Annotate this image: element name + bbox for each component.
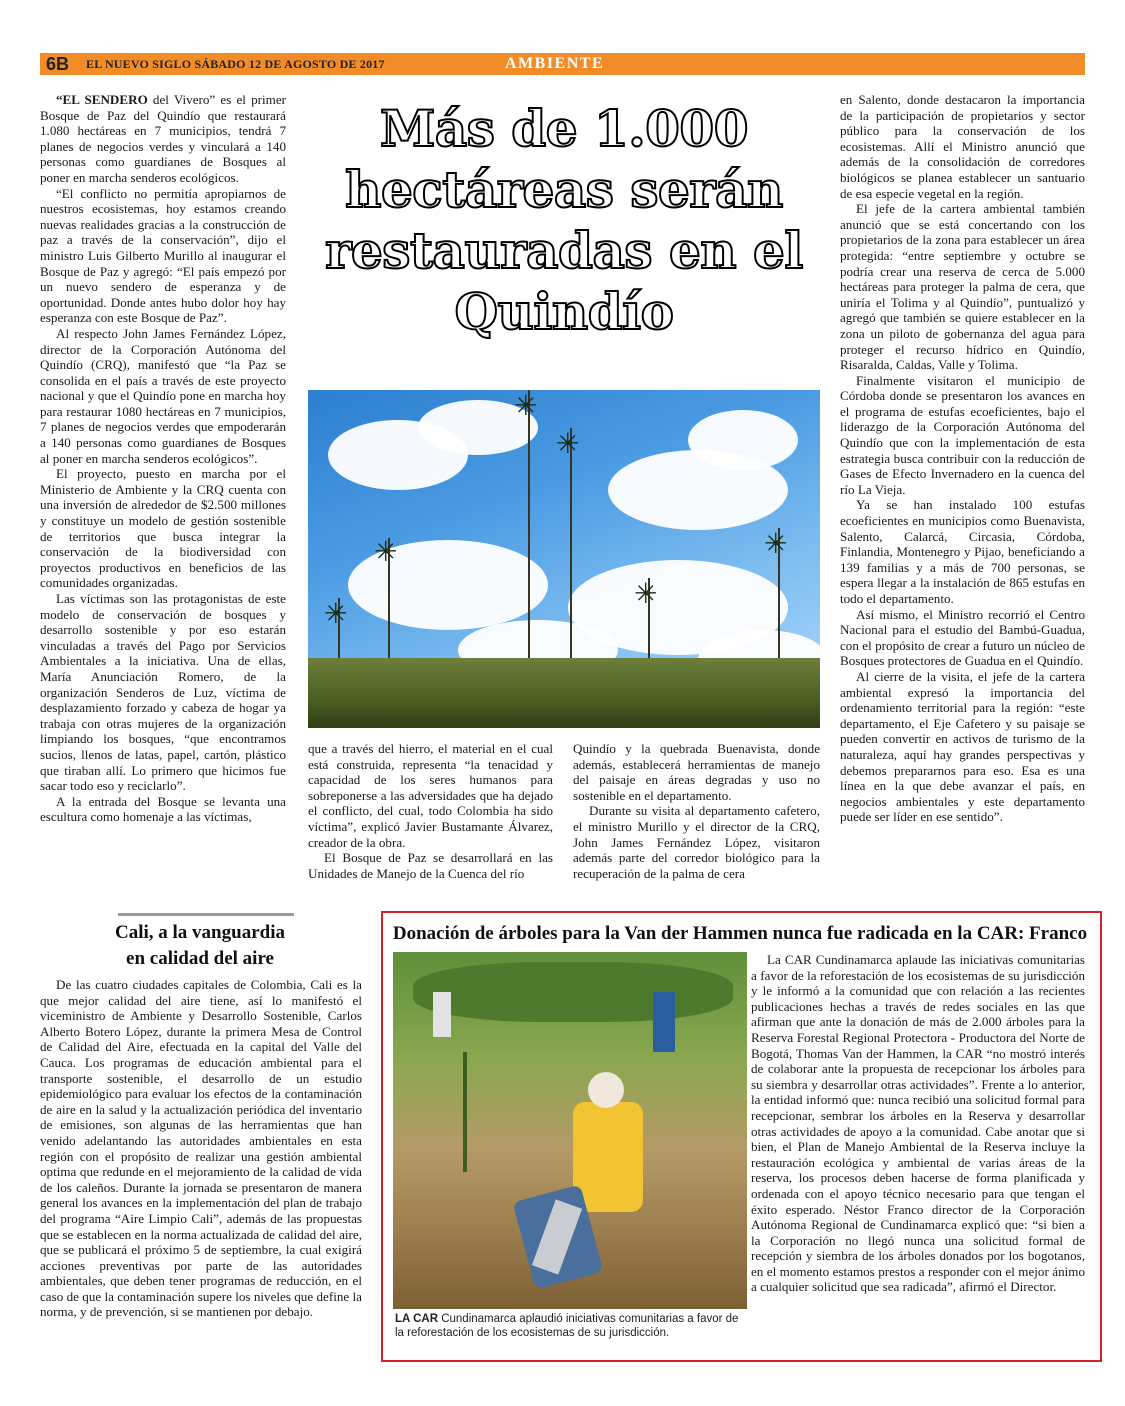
paragraph: El jefe de la cartera ambiental también anunció que se está concertando con los propietarios de la zona para establecer un área protegida: “entre septiembre y octubre se podría crear una reserva de cerca de 5.000 hectáreas para proteger la palma de cera, que uniría el Tolima y al Quindío”, puntualizó y agregó que también se quiere establecer en la zona un piloto de gobernanza del agua para proteger el recurso hídrico en Quindío, Risaralda, Caldas, Valle y Tolima. — [840, 201, 1085, 373]
paragraph: El Bosque de Paz se desarrollará en las Unidades de Manejo de la Cuenca del río — [308, 850, 553, 881]
photo-caption — [395, 1312, 745, 1340]
car-story-title: Donación de árboles para la Van der Hammen nunca fue radicada en la CAR: Franco — [392, 923, 1088, 944]
paragraph: que a través del hierro, el material en el cual está construida, representa “la tenacidad y capacidad de los seres humanos para sobreponerse a las adversidades que ha dejado el conflicto, del cual, todo Colombia ha sido víctima”, explicó Javier Bustamante Álvarez, creador de la obra. — [308, 741, 553, 850]
paragraph: “El conflicto no permitía apropiarnos de nuestros ecosistemas, hoy estamos creando nuevas realidades gracias a la construcción de paz a través de la conservación”, dijo el ministro Luis Gilberto Murillo al inaugurar el Bosque de Paz y agregó: “El país empezó por un nuevo sendero de esperanza y de oportunidad. Donde antes hubo dolor hoy hay esperanza con este Bosque de Paz”. — [40, 185, 286, 326]
main-story-column-4 — [840, 92, 1085, 825]
paragraph: Quindío y la quebrada Buenavista, donde además, establecerá herramientas de manejo del paisaje en áreas degradas y uso no sostenible en el departamento. — [573, 741, 820, 803]
cali-story-title — [100, 920, 300, 972]
paragraph: Al cierre de la visita, el jefe de la cartera ambiental expresó la importancia del ordenamiento territorial para la región: “este departamento, el Eje Cafetero y su paisaje se pueden convertir en activos de turismo de la naturaleza, aquí hay grandes perspectivas y debemos prepararnos para eso. Esa es una línea en la que debe avanzar el país, en negocios ambientales y este departamento puede ser líder en ese sentido”. — [840, 668, 1085, 825]
cali-title-line-1: Cali, a la vanguardia — [115, 922, 285, 943]
caption-kicker: LA CAR — [395, 1313, 439, 1325]
main-headline: Más de 1.000 hectáreas serán restauradas en el Quindío — [325, 99, 803, 341]
paragraph: Finalmente visitaron el municipio de Córdoba donde se presentaron los avances en el programa de estufas ecoeficientes, bajo el liderazgo de la Corporación Autónoma del Quindío que con la implementación de esta estrategia busca contribuir con la reducción de Gases de Efecto Invernadero en la cuenca del río La Vieja. — [840, 372, 1085, 497]
cali-story-body — [40, 977, 362, 1320]
publication-dateline: EL NUEVO SIGLO SÁBADO 12 DE AGOSTO DE 2017 — [86, 57, 385, 71]
main-story-column-3 — [573, 741, 820, 881]
paragraph: Al respecto John James Fernández López, director de la Corporación Autónoma del Quindío (CRQ), manifestó que “la Paz se consolida en el país a través de este proyecto nacional y que el Quindío pone en marcha hoy para restaurar 1080 hectáreas en 7 municipios, 7 planes de negocios verdes que empoderarán a 140 personas como guardianes de Bosques al poner en marcha senderos ecológicos”. — [40, 325, 286, 466]
wax-palm-photo: ✳ ✳ ✳ ✳ ✳ ✳ — [308, 390, 820, 728]
paragraph: Así mismo, el Ministro recorrió el Centro Nacional para el estudio del Bambú-Guadua, con el propósito de crear a futuro un núcleo de Bosques protectores de Guadua en el Quindío. — [840, 606, 1085, 669]
main-story-column-1 — [40, 92, 286, 825]
car-story-body — [751, 952, 1085, 1295]
paragraph: Durante su visita al departamento cafetero, el ministro Murillo y el director de la CRQ, John James Fernández López, visitaron además parte del corredor biológico para la recuperación de la palma de cera — [573, 803, 820, 881]
paragraph: A la entrada del Bosque se levanta una escultura como homenaje a las víctimas, — [40, 793, 286, 825]
page-header-bar — [40, 53, 1085, 75]
tree-planting-photo — [393, 952, 747, 1309]
caption-text: Cundinamarca aplaudió iniciativas comunitarias a favor de la reforestación de los ecosistemas de su jurisdicción. — [395, 1313, 739, 1339]
section-name: AMBIENTE — [505, 55, 605, 72]
lead-paragraph — [40, 92, 286, 186]
section-rule — [118, 913, 294, 916]
paragraph: La CAR Cundinamarca aplaude las iniciativas comunitarias a favor de la reforestación de los ecosistemas de su jurisdicción y le informó a la comunidad que con relación a las recientes publicaciones hechas a través de redes sociales en las que afirman que ante la donación de más de 2.000 árboles para la Reserva Forestal Regional Protectora - Productora del Norte de Bogotá, Thomas Van der Hammen, la CAR “no mostró interés de colaborar ante la propuesta de recepcionar los árboles para su siembra y desarrollar otras actividades”. Frente a lo anterior, la entidad informó que: nunca recibió una solicitud formal para recepcionar, sembrar los árboles en la Reserva y desarrollar otras actividades de apoyo a la comunidad. Cabe anotar que si bien, el Plan de Manejo Ambiental de la Reserva incluye la restauración ecológica y ambiental de varias áreas de la reserva, los procesos deben hacerse de forma planificada y ordenada con el apoyo técnico necesario para que tengan el éxito esperado. Néstor Franco director de la Corporación Autónoma Regional de Cundinamarca explicó que: “si bien a la Corporación no llegó nunca una solicitud formal de recepción y siembra de los árboles donados por los bogotanos, en el momento estamos prestos a responder con el mejor ánimo a cualquier solicitud que sea radicada”, afirmó el Director. — [751, 952, 1085, 1295]
lead-text: del Vivero” es el primer Bosque de Paz del Quindío que restaurará 1.080 hectáreas en 7 municipios, tendrá 7 planes de negocios verdes y vinculará a 140 personas como guardianes de Bosques al poner en marcha senderos ecológicos. — [40, 92, 286, 185]
paragraph: El proyecto, puesto en marcha por el Ministerio de Ambiente y la CRQ cuenta con una inversión de alrededor de $2.500 millones y constituye un modelo de gestión sostenible de territorios que busca integrar la conservación de la biodiversidad con proyectos productivos en beneficios de las comunidades organizadas. — [40, 466, 286, 591]
paragraph: Las víctimas son las protagonistas de este modelo de conservación de bosques y desarrollo sostenible y por eso estarán vinculadas a través del Pago por Servicios Ambientales a la iniciativa. Una de ellas, María Anunciación Romero, de la organización Senderos de Luz, víctima de desplazamiento forzado y cabeza de hogar ya trabaja con otras mujeres de la organización limpiando los bosques, “que encontramos sucios, llenos de latas, papel, cartón, plástico que tiraban allí. Lo primero que hicimos fue sacar todo eso y reciclarlo”. — [40, 591, 286, 794]
paragraph: en Salento, donde destacaron la importancia de la participación de propietarios y sector público para la conservación de los ecosistemas. Allí el Ministro anunció que además de la consolidación de corredores biológicos se planea establecer un santuario de esa especie vegetal en la región. — [840, 92, 1085, 201]
cali-title-line-2: en calidad del aire — [126, 948, 274, 969]
paragraph: Ya se han instalado 100 estufas ecoeficientes en municipios como Buenavista, Salento, Calarcá, Circasia, Córdoba, Finlandia, Montenegro y Pijao, beneficiando a 139 familias y a más de 700 personas, se espera llegar a la instalación de 865 estufas en todo el departamento. — [840, 497, 1085, 606]
lead-kicker: “EL SENDERO — [56, 92, 148, 107]
main-story-column-2 — [308, 741, 553, 881]
paragraph: De las cuatro ciudades capitales de Colombia, Cali es la que mejor calidad del aire tiene, así lo manifestó el viceministro de Ambiente y Desarrollo Sostenible, Carlos Alberto Botero López, durante la primera Mesa de Control de Calidad del Aire, efectuada en la capital del Valle del Cauca. Los programas de educación ambiental para el transporte sostenible, el desarrollo de un estudio epidemiológico para evaluar los efectos de la contaminación de aire en la salud y la actualización periódica del inventario de emisiones, son algunas de las herramientas que han venido adelantando las autoridades ambientales en esta región con el propósito de realizar una gestión ambiental optima que redunde en el mejoramiento de la calidad de vida de los caleños. Durante la jornada se presentaron de manera general los avances en la implementación del plan de trabajo del programa “Aire Limpio Cali”, además de las propuestas que se establecen en la norma actualizada de calidad del aire, que se publicará el próximo 5 de septiembre, la cual exigirá acciones preventivas por parte de las autoridades ambientales, que deben tener programas de reducción, en el caso de que la contaminación supere los niveles que define la norma, y de prevención, si se mantienen por debajo. — [40, 977, 362, 1320]
page-number: 6B — [46, 54, 70, 74]
